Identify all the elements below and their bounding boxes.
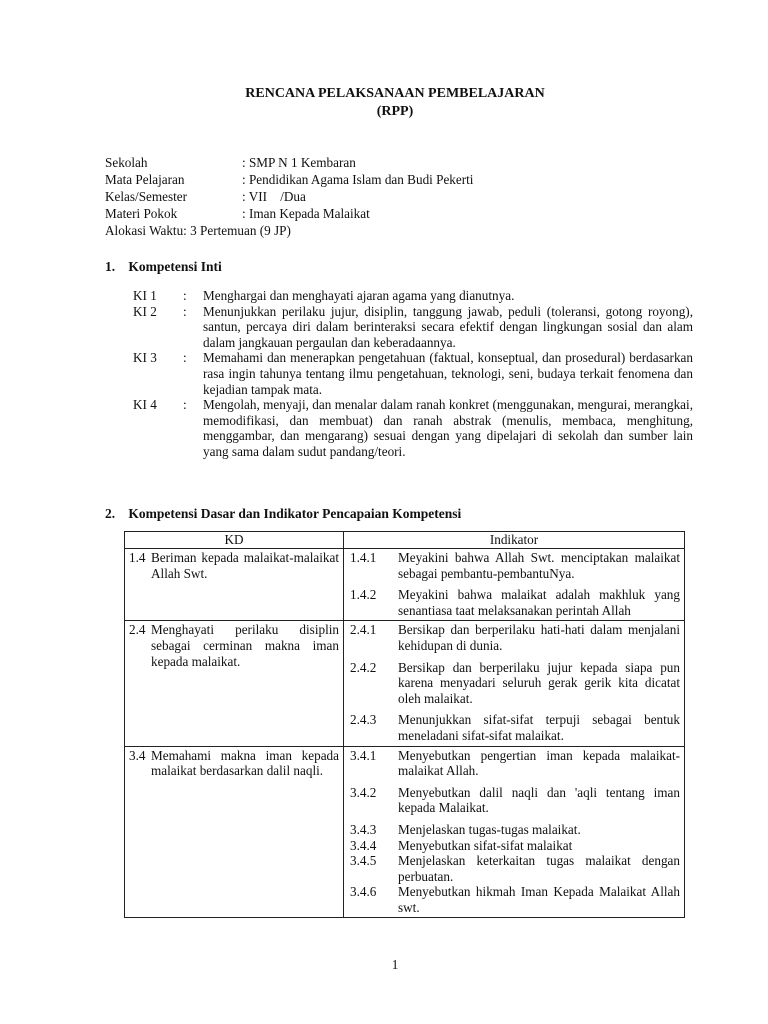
table-row (125, 549, 685, 621)
indicator-text: Meyakini bahwa malaikat adalah makhluk yang senantiasa taat melaksanakan perintah Allah (398, 587, 680, 618)
indicator-item (344, 622, 684, 653)
section-title: Kompetensi Inti (128, 259, 222, 274)
info-label: Mata Pelajaran (105, 172, 185, 187)
indicator-cell (344, 621, 685, 746)
info-label: Kelas/Semester (105, 189, 188, 204)
indicator-text: Menunjukkan sifat-sifat terpuji sebagai bentuk meneladani sifat-sifat malaikat. (398, 712, 680, 743)
indicator-number: 1.4.2 (350, 587, 377, 603)
indicator-list (344, 549, 684, 620)
indicator-item (344, 853, 684, 884)
indicator-number: 2.4.1 (350, 622, 377, 638)
ki-text: Mengolah, menyaji, dan menalar dalam ranah konkret (menggunakan, mengurai, merangkai, memodifikasi, dan membuat) dan ranah abstrak (menulis, membaca, menghitung, menggambar, dan mengarang) sesuai dengan yang dipelajari di sekolah dan sumber lain yang sama dalam sudut pandang/teori. (203, 397, 693, 459)
indicator-number: 3.4.4 (350, 837, 377, 853)
indicator-number: 3.4.1 (350, 747, 377, 763)
indicator-item (344, 550, 684, 581)
section-number: 1. (105, 259, 116, 274)
section-heading-kompetensi-inti (105, 259, 222, 275)
indicator-item (344, 587, 684, 618)
indicator-text: Bersikap dan berperilaku hati-hati dalam menjalani kehidupan di dunia. (398, 622, 680, 653)
ki-item (133, 397, 693, 459)
info-row-kelas (105, 188, 473, 205)
info-value: : VII /Dua (242, 189, 306, 204)
indicator-item (344, 822, 684, 838)
indicator-item (344, 838, 684, 854)
indicator-number: 3.4.2 (350, 784, 377, 800)
ki-code: KI 4 (133, 397, 157, 413)
ki-colon: : (183, 303, 187, 319)
table-row (125, 621, 685, 746)
table-row (125, 746, 685, 918)
kd-entry (125, 747, 343, 781)
indicator-text: Bersikap dan berperilaku jujur kepada siapa pun karena menyadari seluruh gerak gerik kita dicatat oleh malaikat. (398, 659, 680, 706)
kompetensi-inti-list (133, 288, 693, 460)
info-value: : Pendidikan Agama Islam dan Budi Pekerti (242, 172, 474, 187)
indicator-number: 1.4.1 (350, 550, 377, 565)
indicator-text: Meyakini bahwa Allah Swt. menciptakan malaikat sebagai pembantu-pembantuNya. (398, 550, 680, 581)
section-title: Kompetensi Dasar dan Indikator Pencapaian Kompetensi (128, 506, 462, 521)
table-header-row (125, 532, 685, 549)
ki-item (133, 288, 693, 304)
ki-colon: : (183, 350, 187, 366)
indicator-number: 3.4.6 (350, 884, 377, 900)
kd-number: 1.4 (129, 550, 146, 565)
ki-item (133, 350, 693, 397)
column-header-kd: KD (125, 532, 344, 549)
kd-number: 3.4 (129, 747, 146, 763)
ki-code: KI 3 (133, 350, 157, 366)
kd-entry (125, 621, 343, 671)
ki-colon: : (183, 397, 187, 413)
kd-text: Memahami makna iman kepada malaikat berdasarkan dalil naqli. (151, 747, 339, 779)
info-row-sekolah (105, 154, 473, 171)
section-heading-kompetensi-dasar (105, 506, 461, 522)
section-number: 2. (105, 506, 116, 521)
info-row-materi (105, 205, 473, 222)
info-label: Materi Pokok (105, 206, 178, 221)
kd-indicator-table (124, 531, 685, 918)
indicator-item (344, 785, 684, 816)
document-title: RENCANA PELAKSANAAN PEMBELAJARAN (245, 86, 545, 101)
indicator-text: Menyebutkan dalil naqli dan 'aqli tentang iman kepada Malaikat. (398, 784, 680, 816)
column-header-indikator: Indikator (344, 532, 685, 549)
indicator-cell (344, 549, 685, 621)
ki-text: Memahami dan menerapkan pengetahuan (faktual, konseptual, dan prosedural) berdasarkan rasa ingin tahunya tentang ilmu pengetahuan, teknologi, seni, budaya terkait fenomena dan kejadian tampak mata. (203, 350, 693, 397)
ki-code: KI 1 (133, 288, 157, 303)
page-number: 1 (391, 957, 399, 972)
indicator-number: 2.4.3 (350, 712, 377, 728)
info-value: : SMP N 1 Kembaran (242, 155, 356, 170)
document-subtitle: (RPP) (376, 104, 414, 119)
indicator-item (344, 712, 684, 743)
info-label: Sekolah (105, 155, 148, 170)
kd-number: 2.4 (129, 622, 146, 638)
kd-text: Menghayati perilaku disiplin sebagai cerminan makna iman kepada malaikat. (151, 622, 339, 669)
ki-text: Menghargai dan menghayati ajaran agama yang dianutnya. (203, 288, 515, 303)
indicator-number: 3.4.3 (350, 821, 377, 837)
indicator-item (344, 884, 684, 915)
ki-colon: : (183, 288, 187, 303)
indicator-list (344, 747, 684, 918)
ki-code: KI 2 (133, 303, 157, 319)
ki-text: Menunjukkan perilaku jujur, disiplin, tanggung jawab, peduli (toleransi, gotong royong), santun, percaya diri dalam berinteraksi secara efektif dengan lingkungan sosial dan alam dalam jangkauan pergaulan dan keberadaannya. (203, 303, 693, 350)
indicator-text: Menyebutkan pengertian iman kepada malaikat-malaikat Allah. (398, 747, 680, 779)
kd-entry (125, 549, 343, 583)
identity-block (105, 154, 473, 239)
kd-cell (125, 621, 344, 746)
indicator-text: Menjelaskan tugas-tugas malaikat. (398, 821, 581, 837)
indicator-number: 3.4.5 (350, 853, 377, 869)
indicator-text: Menyebutkan hikmah Iman Kepada Malaikat Allah swt. (398, 884, 680, 915)
kd-cell (125, 549, 344, 621)
info-row-alokasi: Alokasi Waktu: 3 Pertemuan (9 JP) (105, 223, 291, 238)
indicator-item (344, 660, 684, 707)
kd-cell (125, 746, 344, 918)
indicator-list (344, 621, 684, 745)
indicator-number: 2.4.2 (350, 659, 377, 675)
indicator-text: Menyebutkan sifat-sifat malaikat (398, 837, 573, 853)
indicator-item (344, 748, 684, 779)
indicator-text: Menjelaskan keterkaitan tugas malaikat dengan perbuatan. (398, 853, 680, 884)
kd-text: Beriman kepada malaikat-malaikat Allah Swt. (151, 550, 339, 581)
ki-item (133, 304, 693, 351)
indicator-cell (344, 746, 685, 918)
info-value: : Iman Kepada Malaikat (242, 206, 370, 221)
info-row-mapel (105, 171, 473, 188)
